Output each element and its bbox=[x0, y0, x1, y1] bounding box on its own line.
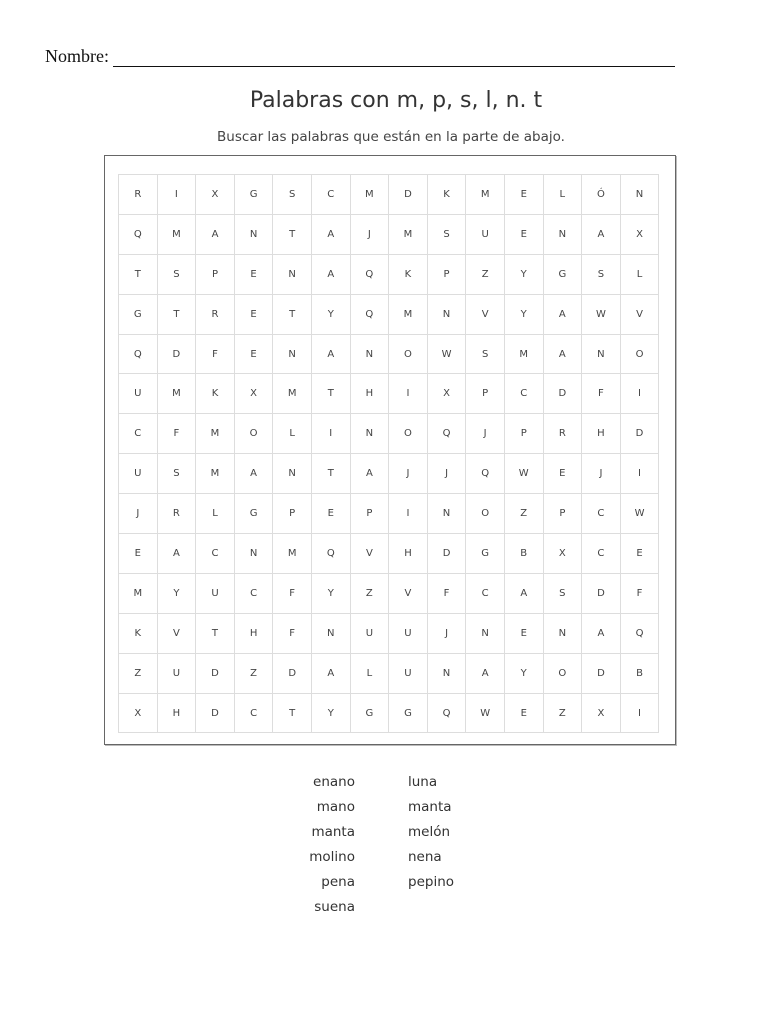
grid-cell[interactable]: M bbox=[158, 215, 197, 255]
name-input-line[interactable] bbox=[113, 46, 675, 67]
grid-cell[interactable]: V bbox=[466, 295, 505, 335]
word-list-item: molino bbox=[309, 849, 355, 865]
grid-cell[interactable]: U bbox=[119, 454, 158, 494]
grid-cell[interactable]: M bbox=[466, 175, 505, 215]
grid-cell[interactable]: C bbox=[582, 534, 621, 574]
grid-cell[interactable]: N bbox=[544, 614, 583, 654]
grid-cell[interactable]: D bbox=[582, 654, 621, 694]
grid-cell[interactable]: W bbox=[428, 335, 467, 375]
grid-cell[interactable]: M bbox=[196, 454, 235, 494]
grid-cell[interactable]: T bbox=[158, 295, 197, 335]
grid-cell[interactable]: D bbox=[273, 654, 312, 694]
grid-cell[interactable]: E bbox=[235, 255, 274, 295]
grid-cell[interactable]: E bbox=[621, 534, 660, 574]
word-list-item: suena bbox=[314, 899, 355, 915]
grid-cell[interactable]: R bbox=[196, 295, 235, 335]
grid-cell[interactable]: R bbox=[158, 494, 197, 534]
grid-cell[interactable]: Z bbox=[235, 654, 274, 694]
grid-cell[interactable]: L bbox=[621, 255, 660, 295]
grid-cell[interactable]: E bbox=[505, 694, 544, 734]
grid-cell[interactable]: O bbox=[389, 414, 428, 454]
grid-cell[interactable]: G bbox=[466, 534, 505, 574]
grid-cell[interactable]: G bbox=[235, 175, 274, 215]
grid-cell[interactable]: V bbox=[351, 534, 390, 574]
grid-cell[interactable]: Q bbox=[428, 694, 467, 734]
name-row bbox=[45, 46, 675, 67]
name-label: Nombre: bbox=[45, 46, 109, 66]
grid-cell[interactable]: A bbox=[505, 574, 544, 614]
grid-cell[interactable]: I bbox=[389, 374, 428, 414]
grid-cell[interactable]: E bbox=[235, 335, 274, 375]
grid-cell[interactable]: T bbox=[119, 255, 158, 295]
grid-cell[interactable]: A bbox=[312, 335, 351, 375]
grid-cell[interactable]: A bbox=[312, 215, 351, 255]
grid-cell[interactable]: Q bbox=[119, 335, 158, 375]
grid-cell[interactable]: W bbox=[582, 295, 621, 335]
grid-cell[interactable]: F bbox=[621, 574, 660, 614]
grid-cell[interactable]: R bbox=[119, 175, 158, 215]
grid-cell[interactable]: C bbox=[235, 694, 274, 734]
word-list-item: enano bbox=[313, 774, 355, 790]
grid-cell[interactable]: V bbox=[389, 574, 428, 614]
grid-cell[interactable]: E bbox=[544, 454, 583, 494]
word-list-item: melón bbox=[408, 824, 451, 840]
grid-cell[interactable]: I bbox=[621, 454, 660, 494]
grid-cell[interactable]: U bbox=[389, 614, 428, 654]
word-list-item: manta bbox=[311, 824, 355, 840]
grid-cell[interactable]: N bbox=[351, 335, 390, 375]
grid-cell[interactable]: M bbox=[389, 295, 428, 335]
grid-cell[interactable]: N bbox=[273, 335, 312, 375]
grid-cell[interactable]: I bbox=[389, 494, 428, 534]
grid-cell[interactable]: C bbox=[505, 374, 544, 414]
grid-cell[interactable]: A bbox=[351, 454, 390, 494]
word-list-item: manta bbox=[408, 799, 452, 815]
grid-cell[interactable]: J bbox=[119, 494, 158, 534]
grid-cell[interactable]: Q bbox=[351, 255, 390, 295]
grid-cell[interactable]: E bbox=[505, 614, 544, 654]
grid-cell[interactable]: N bbox=[428, 494, 467, 534]
grid-cell[interactable]: D bbox=[158, 335, 197, 375]
grid-cell[interactable]: Z bbox=[544, 694, 583, 734]
grid-cell[interactable]: T bbox=[196, 614, 235, 654]
grid-cell[interactable]: E bbox=[505, 175, 544, 215]
grid-cell[interactable]: X bbox=[544, 534, 583, 574]
word-list-item: mano bbox=[316, 799, 355, 815]
grid-cell[interactable]: K bbox=[196, 374, 235, 414]
grid-cell[interactable]: Z bbox=[351, 574, 390, 614]
grid-cell[interactable]: L bbox=[544, 175, 583, 215]
grid-cell[interactable]: O bbox=[621, 335, 660, 375]
grid-cell[interactable]: X bbox=[428, 374, 467, 414]
grid-cell[interactable]: A bbox=[582, 215, 621, 255]
grid-cell[interactable]: M bbox=[389, 215, 428, 255]
grid-cell[interactable]: J bbox=[582, 454, 621, 494]
grid-cell[interactable]: K bbox=[389, 255, 428, 295]
grid-cell[interactable]: M bbox=[505, 335, 544, 375]
grid-cell[interactable]: L bbox=[273, 414, 312, 454]
grid-cell[interactable]: V bbox=[621, 295, 660, 335]
grid-cell[interactable]: J bbox=[466, 414, 505, 454]
word-list-item: luna bbox=[408, 774, 438, 790]
grid-cell[interactable]: Q bbox=[428, 414, 467, 454]
grid-cell[interactable]: Q bbox=[351, 295, 390, 335]
grid-cell[interactable]: R bbox=[544, 414, 583, 454]
grid-cell[interactable]: D bbox=[196, 654, 235, 694]
grid-cell[interactable]: M bbox=[273, 534, 312, 574]
word-list-item: pena bbox=[321, 874, 355, 890]
grid-cell[interactable]: U bbox=[351, 614, 390, 654]
grid-cell[interactable]: F bbox=[582, 374, 621, 414]
grid-cell[interactable]: N bbox=[351, 414, 390, 454]
grid-cell[interactable]: Q bbox=[621, 614, 660, 654]
grid-cell[interactable]: T bbox=[273, 215, 312, 255]
grid-cell[interactable]: N bbox=[466, 614, 505, 654]
grid-cell[interactable]: A bbox=[544, 295, 583, 335]
grid-cell[interactable]: S bbox=[158, 255, 197, 295]
grid-cell[interactable]: S bbox=[428, 215, 467, 255]
grid-cell[interactable]: X bbox=[196, 175, 235, 215]
grid-cell[interactable]: X bbox=[621, 215, 660, 255]
grid-cell[interactable]: M bbox=[158, 374, 197, 414]
grid-cell[interactable]: A bbox=[466, 654, 505, 694]
grid-cell[interactable]: J bbox=[389, 454, 428, 494]
grid-cell[interactable]: F bbox=[273, 614, 312, 654]
grid-cell[interactable]: Q bbox=[312, 534, 351, 574]
grid-cell[interactable]: K bbox=[119, 614, 158, 654]
grid-cell[interactable]: W bbox=[505, 454, 544, 494]
grid-cell[interactable]: Z bbox=[505, 494, 544, 534]
grid-cell[interactable]: I bbox=[621, 694, 660, 734]
grid-cell[interactable]: H bbox=[158, 694, 197, 734]
grid-cell[interactable]: P bbox=[428, 255, 467, 295]
grid-cell[interactable]: E bbox=[119, 534, 158, 574]
grid-cell[interactable]: G bbox=[544, 255, 583, 295]
grid-cell[interactable]: E bbox=[505, 215, 544, 255]
grid-cell[interactable]: Z bbox=[466, 255, 505, 295]
grid-cell[interactable]: B bbox=[505, 534, 544, 574]
grid-cell[interactable]: J bbox=[428, 614, 467, 654]
grid-cell[interactable]: C bbox=[235, 574, 274, 614]
grid-cell[interactable]: T bbox=[312, 454, 351, 494]
grid-cell[interactable]: G bbox=[389, 694, 428, 734]
grid-cell[interactable]: Z bbox=[119, 654, 158, 694]
grid-cell[interactable]: N bbox=[273, 454, 312, 494]
grid-cell[interactable]: N bbox=[235, 215, 274, 255]
word-list-left bbox=[290, 772, 355, 922]
grid-cell[interactable]: I bbox=[312, 414, 351, 454]
grid-cell[interactable]: N bbox=[428, 295, 467, 335]
grid-cell[interactable]: M bbox=[119, 574, 158, 614]
grid-cell[interactable]: U bbox=[389, 654, 428, 694]
grid-cell[interactable]: K bbox=[428, 175, 467, 215]
grid-cell[interactable]: W bbox=[466, 694, 505, 734]
grid-cell[interactable]: F bbox=[273, 574, 312, 614]
grid-cell[interactable]: T bbox=[273, 694, 312, 734]
worksheet-subtitle: Buscar las palabras que están en la parte de abajo. bbox=[217, 129, 565, 145]
grid-cell[interactable]: L bbox=[351, 654, 390, 694]
grid-cell[interactable]: Y bbox=[505, 295, 544, 335]
grid-cell[interactable]: M bbox=[351, 175, 390, 215]
grid-cell[interactable]: S bbox=[544, 574, 583, 614]
grid-cell[interactable]: N bbox=[428, 654, 467, 694]
grid-cell[interactable]: N bbox=[273, 255, 312, 295]
grid-cell[interactable]: W bbox=[621, 494, 660, 534]
grid-cell[interactable]: D bbox=[544, 374, 583, 414]
grid-cell[interactable]: E bbox=[312, 494, 351, 534]
word-search-grid bbox=[118, 174, 659, 733]
grid-cell[interactable]: H bbox=[351, 374, 390, 414]
grid-cell[interactable]: A bbox=[582, 614, 621, 654]
grid-cell[interactable]: U bbox=[158, 654, 197, 694]
grid-cell[interactable]: O bbox=[389, 335, 428, 375]
grid-cell[interactable]: A bbox=[312, 255, 351, 295]
grid-cell[interactable]: D bbox=[582, 574, 621, 614]
grid-cell[interactable]: X bbox=[119, 694, 158, 734]
grid-cell[interactable]: Y bbox=[505, 654, 544, 694]
grid-cell[interactable]: S bbox=[158, 454, 197, 494]
grid-cell[interactable]: G bbox=[235, 494, 274, 534]
grid-cell[interactable]: Y bbox=[158, 574, 197, 614]
grid-cell[interactable]: Y bbox=[312, 574, 351, 614]
grid-cell[interactable]: D bbox=[196, 694, 235, 734]
grid-cell[interactable]: Q bbox=[466, 454, 505, 494]
grid-cell[interactable]: I bbox=[621, 374, 660, 414]
grid-cell[interactable]: A bbox=[196, 215, 235, 255]
grid-cell[interactable]: N bbox=[235, 534, 274, 574]
grid-cell[interactable]: F bbox=[428, 574, 467, 614]
grid-cell[interactable]: F bbox=[158, 414, 197, 454]
worksheet-title: Palabras con m, p, s, l, n. t bbox=[249, 88, 543, 113]
grid-cell[interactable]: N bbox=[582, 335, 621, 375]
grid-cell[interactable]: D bbox=[621, 414, 660, 454]
grid-cell[interactable]: T bbox=[273, 295, 312, 335]
grid-cell[interactable]: T bbox=[312, 374, 351, 414]
grid-cell[interactable]: F bbox=[196, 335, 235, 375]
grid-cell[interactable]: U bbox=[196, 574, 235, 614]
grid-cell[interactable]: C bbox=[196, 534, 235, 574]
grid-cell[interactable]: Y bbox=[312, 694, 351, 734]
grid-cell[interactable]: G bbox=[119, 295, 158, 335]
grid-cell[interactable]: U bbox=[119, 374, 158, 414]
grid-cell[interactable]: N bbox=[621, 175, 660, 215]
grid-cell[interactable]: P bbox=[273, 494, 312, 534]
grid-cell[interactable]: H bbox=[582, 414, 621, 454]
grid-cell[interactable]: C bbox=[466, 574, 505, 614]
grid-cell[interactable]: J bbox=[351, 215, 390, 255]
grid-cell[interactable]: E bbox=[235, 295, 274, 335]
word-list-item: nena bbox=[408, 849, 442, 865]
grid-cell[interactable]: A bbox=[312, 654, 351, 694]
word-list-item: pepino bbox=[408, 874, 455, 890]
grid-cell[interactable]: C bbox=[582, 494, 621, 534]
grid-cell[interactable]: N bbox=[312, 614, 351, 654]
grid-cell[interactable]: O bbox=[544, 654, 583, 694]
grid-cell[interactable]: N bbox=[544, 215, 583, 255]
grid-cell[interactable]: A bbox=[544, 335, 583, 375]
grid-cell[interactable]: P bbox=[544, 494, 583, 534]
grid-cell[interactable]: V bbox=[158, 614, 197, 654]
grid-cell[interactable]: P bbox=[505, 414, 544, 454]
grid-cell[interactable]: S bbox=[273, 175, 312, 215]
grid-cell[interactable]: H bbox=[235, 614, 274, 654]
grid-cell[interactable]: I bbox=[158, 175, 197, 215]
grid-cell[interactable]: S bbox=[582, 255, 621, 295]
grid-cell[interactable]: A bbox=[235, 454, 274, 494]
grid-cell[interactable]: X bbox=[235, 374, 274, 414]
grid-cell[interactable]: B bbox=[621, 654, 660, 694]
grid-cell[interactable]: O bbox=[235, 414, 274, 454]
grid-cell[interactable]: H bbox=[389, 534, 428, 574]
grid-cell[interactable]: C bbox=[119, 414, 158, 454]
grid-cell[interactable]: D bbox=[389, 175, 428, 215]
grid-cell[interactable]: J bbox=[428, 454, 467, 494]
grid-cell[interactable]: P bbox=[466, 374, 505, 414]
grid-cell[interactable]: A bbox=[158, 534, 197, 574]
grid-cell[interactable]: Q bbox=[119, 215, 158, 255]
grid-cell[interactable]: P bbox=[196, 255, 235, 295]
grid-cell[interactable]: O bbox=[466, 494, 505, 534]
grid-cell[interactable]: G bbox=[351, 694, 390, 734]
grid-cell[interactable]: X bbox=[582, 694, 621, 734]
grid-cell[interactable]: D bbox=[428, 534, 467, 574]
grid-cell[interactable]: Y bbox=[505, 255, 544, 295]
grid-cell[interactable]: M bbox=[196, 414, 235, 454]
grid-cell[interactable]: L bbox=[196, 494, 235, 534]
grid-cell[interactable]: M bbox=[273, 374, 312, 414]
grid-cell[interactable]: P bbox=[351, 494, 390, 534]
grid-cell[interactable]: S bbox=[466, 335, 505, 375]
grid-cell[interactable]: Y bbox=[312, 295, 351, 335]
grid-cell[interactable]: Ó bbox=[582, 175, 621, 215]
grid-cell[interactable]: U bbox=[466, 215, 505, 255]
word-list-right bbox=[408, 772, 488, 897]
grid-cell[interactable]: C bbox=[312, 175, 351, 215]
